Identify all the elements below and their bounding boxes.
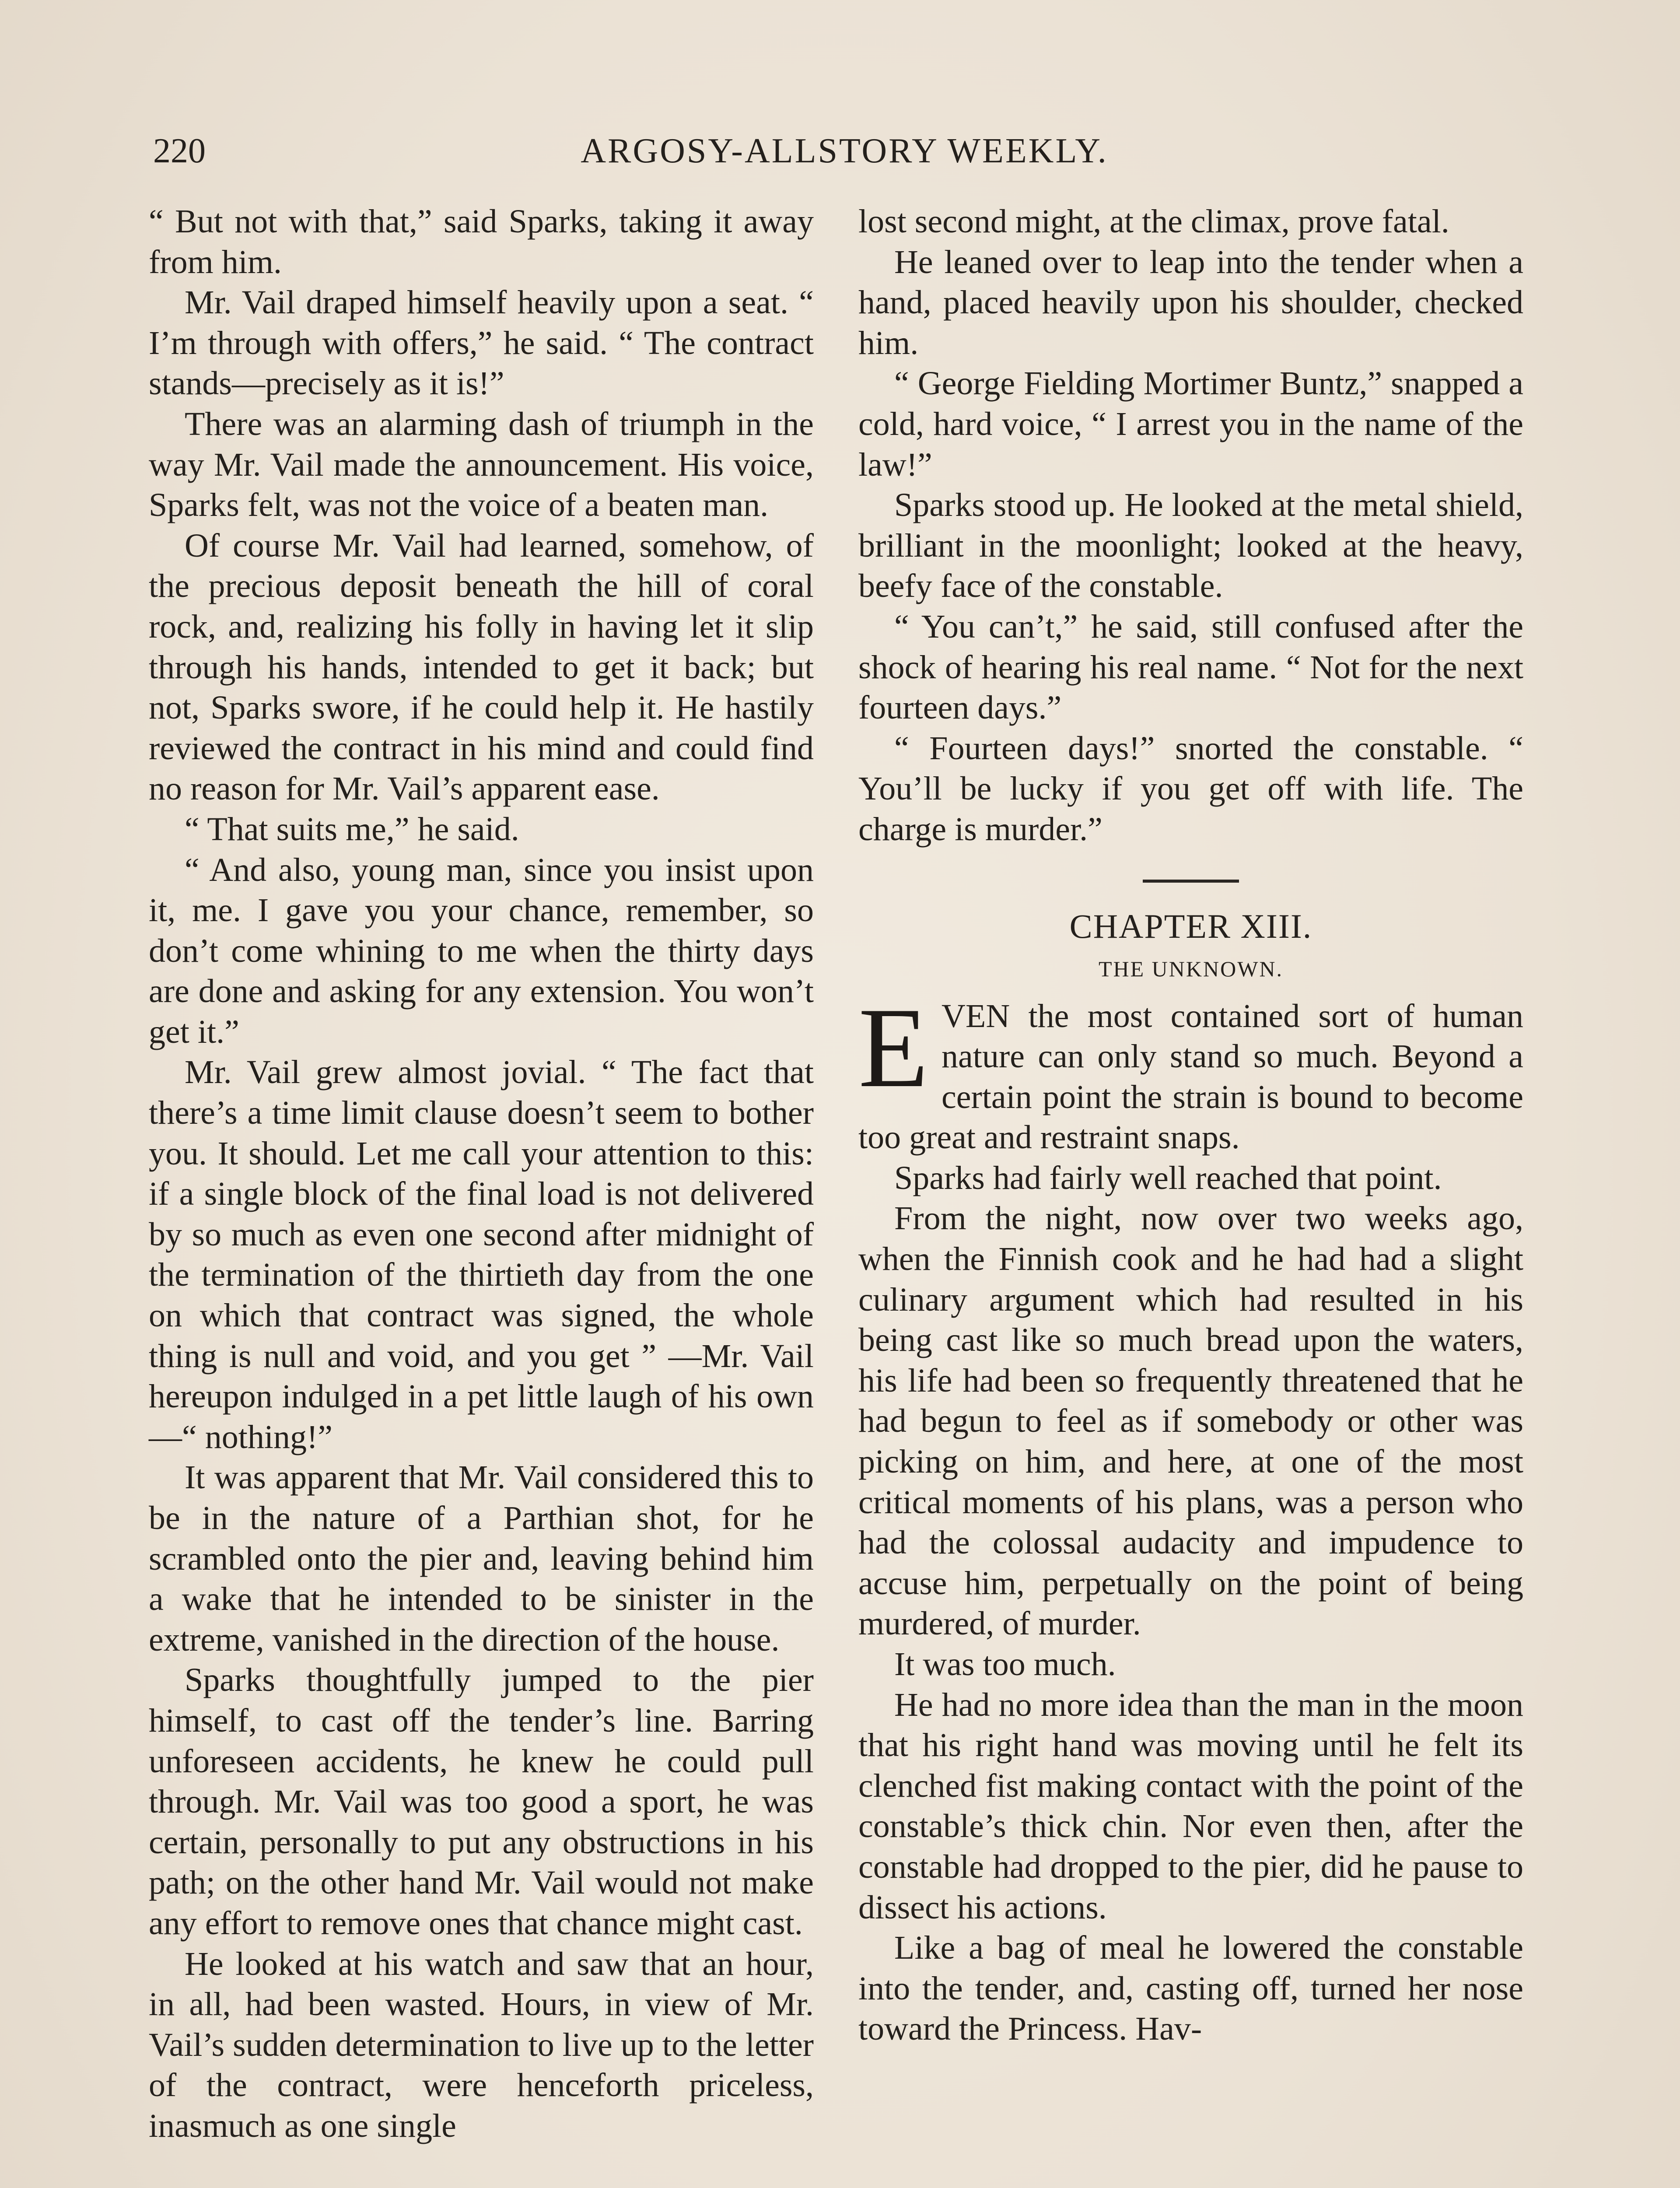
running-head: ARGOSY-ALLSTORY WEEKLY. [581, 132, 1108, 170]
paragraph: Mr. Vail draped himself heavily upon a seat. “ I’m through with offers,” he said. “ The contract stands—precisely as it is!” [149, 284, 814, 402]
paragraph: He looked at his watch and saw that an hour, in all, had been wasted. Hours, in view of Mr. Vail’s sudden determination to live up to the letter of the contract, were henceforth priceless, inasmuch as one single [149, 1945, 814, 2144]
paragraph: There was an alarming dash of triumph in the way Mr. Vail made the announcement. His voice, Sparks felt, was not the voice of a beaten man. [149, 405, 814, 524]
paragraph: It was apparent that Mr. Vail considered this to be in the nature of a Parthian shot, for he scrambled onto the pier and, leaving behind him a wake that he intended to be sinister in the extreme, vanished in the direction of the house. [149, 1459, 814, 1658]
page-header [153, 127, 1536, 175]
page-number: 220 [153, 132, 206, 170]
section-rule [858, 850, 1523, 902]
paragraph: Sparks had fairly well reached that point. [894, 1159, 1442, 1196]
horizontal-rule [1143, 880, 1239, 883]
paragraph: “ George Fielding Mortimer Buntz,” snapped a cold, hard voice, “ I arrest you in the name of the law!” [858, 365, 1523, 483]
chapter-subtitle: THE UNKNOWN. [1098, 956, 1284, 981]
paragraph: “ And also, young man, since you insist upon it, me. I gave you your chance, remember, so don’t come whining to me when the thirty days are done and asking for any extension. You won’t get it.” [149, 851, 814, 1050]
paragraph: lost second might, at the climax, prove fatal. [858, 203, 1449, 240]
paragraph: Sparks stood up. He looked at the metal shield, brilliant in the moonlight; looked at the heavy, beefy face of the constable. [858, 487, 1523, 605]
drop-cap: E [858, 984, 929, 1111]
paragraph: Mr. Vail grew almost jovial. “ The fact that there’s a time limit clause doesn’t seem to bother you. It should. Let me call your attention to this: if a single block of the final load is not delivered by so much as even one second after midnight of the termination of the thirtieth day from the one on which that contract was signed, the whole thing is null and void, and you get ” —Mr. Vail hereupon indulged in a pet little laugh of his own—“ nothing!” [149, 1054, 814, 1455]
paragraph: “ You can’t,” he said, still confused after the shock of hearing his real name. “ Not for the next fourteen days.” [858, 608, 1523, 726]
paragraph: He had no more idea than the man in the moon that his right hand was moving until he felt its clenched fist making contact with the point of the constable’s thick chin. Nor even then, after the constable had dropped to the pier, did he pause to dissect his actions. [858, 1686, 1523, 1926]
paragraph: “ Fourteen days!” snorted the constable. “ You’ll be lucky if you get off with life. The charge is murder.” [858, 729, 1523, 848]
paragraph: It was too much. [894, 1646, 1116, 1683]
paragraph: Sparks thoughtfully jumped to the pier himself, to cast off the tender’s line. Barring unforeseen accidents, he knew he could pull through. Mr. Vail was too good a sport, he was certain, personally to put any obstructions in his path; on the other hand Mr. Vail would not make any effort to remove ones that chance might cast. [149, 1662, 814, 1942]
chapter-title: CHAPTER XIII. [1069, 907, 1312, 945]
chapter-opening-paragraph [858, 984, 1523, 1158]
paragraph: Of course Mr. Vail had learned, somehow, of the precious deposit beneath the hill of coral rock, and, realizing his folly in having let it slip through his hands, intended to get it back; but not, Sparks swore, if he could help it. He hastily reviewed the contract in his mind and could find no reason for Mr. Vail’s apparent ease. [149, 527, 814, 807]
paragraph: From the night, now over two weeks ago, when the Finnish cook and he had had a slight culinary argument which had resulted in his being cast like so much bread upon the waters, his life had been so frequently threatened that he had begun to feel as if somebody or other was picking on him, and here, at one of the most critical moments of his plans, was a person who had the colossal audacity and impudence to accuse him, perpetually on the point of being murdered, of murder. [858, 1200, 1523, 1642]
paragraph: “ But not with that,” said Sparks, taking it away from him. [149, 203, 814, 281]
paragraph: “ That suits me,” he said. [185, 810, 519, 848]
left-column [149, 201, 814, 2146]
paragraph: Like a bag of meal he lowered the constable into the tender, and, casting off, turned her nose toward the Princess. Hav- [858, 1929, 1523, 2048]
paragraph: He leaned over to leap into the tender when a hand, placed heavily upon his shoulder, checked him. [858, 243, 1523, 361]
opening-text: VEN the most contained sort of human nature can only stand so much. Beyond a certain point the strain is bound to become too great and restraint snaps. [858, 997, 1523, 1156]
right-column [858, 201, 1523, 2049]
